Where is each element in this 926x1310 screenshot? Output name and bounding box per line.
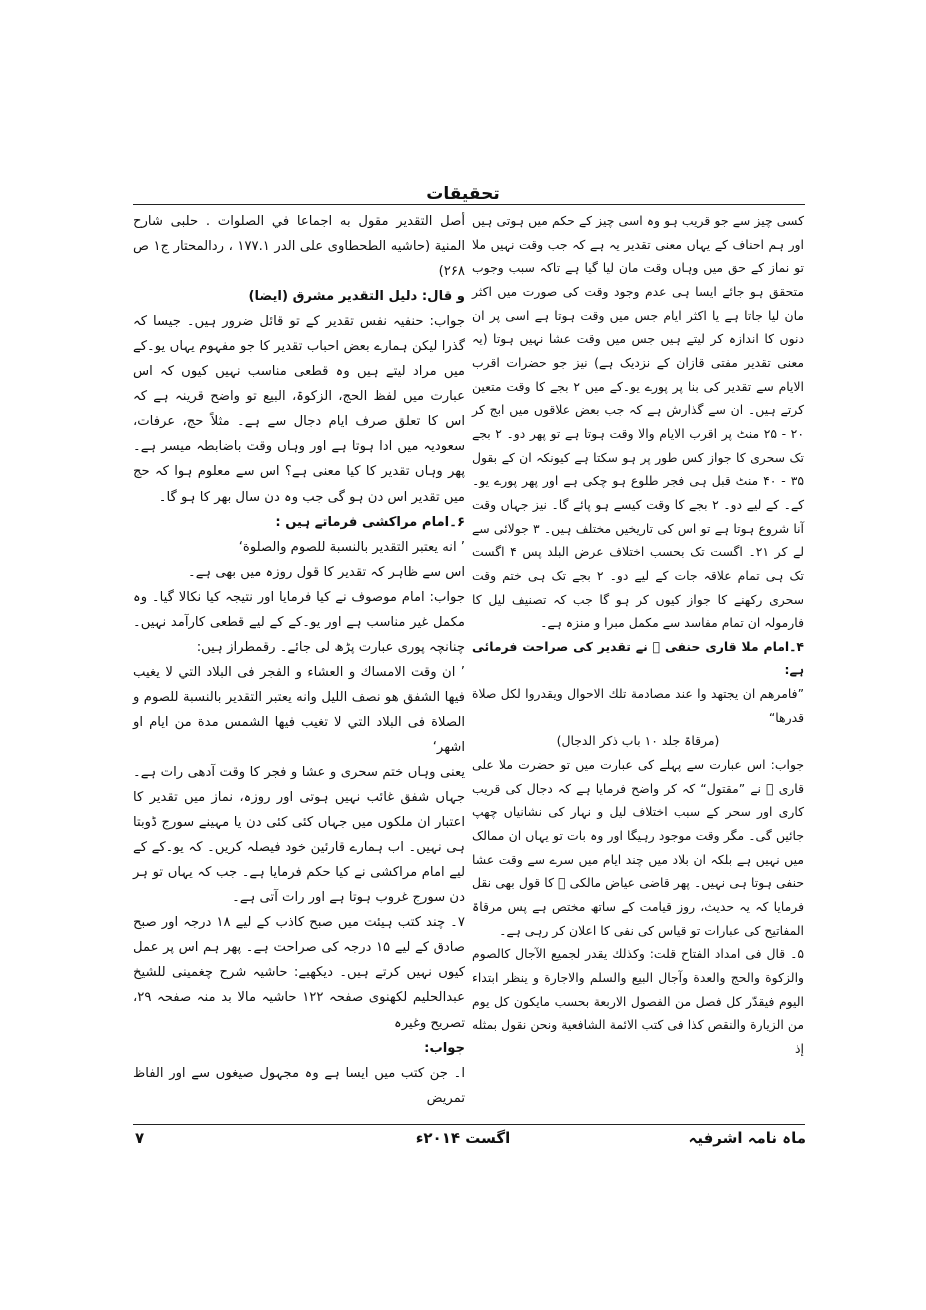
paragraph-heading: و قال: دلیل التقدیر مشرق (ایضا) [248,289,465,305]
paragraph-heading: ۴۔امام ملا قاری حنفی ﷫ نے تقدیر کی صراحت فرمائی ہے: [472,638,804,678]
arabic-quote: ”فامرهم ان يجتهد وا عند مصادمة تلك الاحوال ويقدروا لكل صلاة قدرها“ [472,686,804,725]
header-rule [133,204,805,205]
paragraph: اس سے ظاہر کہ تقدیر کا قول روزہ میں بھی ہے۔ [187,564,465,580]
paragraph: جواب: امام موصوف نے کیا فرمایا اور نتیجہ کیا نکالا گیا۔ وہ مکمل غیر مناسب ہے اور یو۔کے کے لیے قطعی کارآمد نہیں۔ چنانچہ پوری عبارت پڑھ لی جائے۔ رقمطراز ہیں: [133,589,465,655]
arabic-quote: ’ انه يعتبر التقدير بالنسبة للصوم والصلوة‘ [238,539,465,555]
issue-date: اگست ۲۰۱۴ء [415,1129,511,1147]
arabic-quote: ’ ان وقت الامساك و العشاء و الفجر فی البلاد التي لا يغيب فيها الشفق هو نصف الليل وانه يعتبر التقدير بالنسبة للصوم و الصلاة فی البلاد التي لا تغيب فيها الشمس مدة من ايام او اشهر‘ [133,664,465,755]
page-title: تحقیقات [426,184,500,204]
paragraph: ۵۔ قال فی امداد الفتاح قلت: وكذلك يقدر لجميع الآجال كالصوم والزكوة والحج والعدة وآجال البيع والسلم والاجارة و ينظر ابتداء اليوم فيقدّر كل فصل من الفصول الاربعة بحسب مايكون كل يوم من الزيارة والنقص كذا فی كتب الائمة الشافعية ونحن نقول بمثله إذ [472,946,804,1056]
paragraph: جواب: حنفیہ نفس تقدیر کے تو قائل ضرور ہیں۔ جیسا کہ گذرا لیکن ہمارے بعض احباب تقدیر کا جو مفہوم یہاں یو۔کے میں مراد لیتے ہیں وہ قطعی مناسب نہیں کیوں کہ اس عبارت میں لفظ الحج، الزکوۃ، البیع تو واضح قرینہ ہے کہ اس کا تعلق صرف ایام دجال سے ہے۔ مثلاً حج، عرفات، سعودیہ میں ادا ہوتا ہے اور وہاں وقت باضابطہ میسر ہے۔ پھر وہاں تقدیر کا کیا معنی ہے؟ اس سے معلوم ہوا کہ حج میں تقدیر اس دن ہو گی جب وہ دن سال بھر کا ہو گا۔ [133,314,465,505]
paragraph-heading: جواب: [424,1040,465,1056]
paragraph: یعنی وہاں ختم سحری و عشا و فجر کا وقت آدھی رات ہے۔ جہاں شفق غائب نہیں ہوتی اور روزہ، نماز میں تقدیر کا اعتبار ان ملکوں میں جہاں کئی کئی دن یا مہینے سورج ڈوبتا ہی نہیں۔ اب ہمارے قارئین خود فیصلہ کریں۔ کہ یو۔کے کے لیے امام مراکشی نے کیا حکم فرمایا ہے۔ جب کہ یہاں تو ہر دن سورج غروب ہوتا ہے اور رات آتی ہے۔ [133,765,465,906]
magazine-name: ماہ نامہ اشرفیہ [688,1129,806,1147]
paragraph: ا۔ جن کتب میں ایسا ہے وہ مجہول صیغوں سے اور الفاظ تمریض [133,1065,465,1106]
page-number: ۷ [135,1129,145,1147]
footer-rule [133,1124,805,1125]
paragraph: ۷۔ چند کتب ہیئت میں صبح کاذب کے لیے ۱۸ درجہ اور صبح صادق کے لیے ۱۵ درجہ کی صراحت ہے۔ پھر ہم اس پر عمل کیوں نہیں کرتے ہیں۔ دیکھیے: حاشیہ شرح چغمینی للشیخ عبدالحلیم لکھنوی صفحہ ۱۲۲ حاشیہ مالا بد منہ صفحہ ۲۹، تصریح وغیرہ [133,915,465,1031]
paragraph: کسی چیز سے جو قریب ہو وہ اسی چیز کے حکم میں ہوتی ہیں اور ہم احناف کے یہاں معنی تقدیر یہ ہے کہ جب وقت نہیں ملا تو نماز کے حق میں وہاں وقت مان لیا گیا ہے تاکہ سبب وجوب متحقق ہو جائے ایسا ہی عدم وجود وقت کی صورت میں اکثر مان لیا جاتا ہے یا اکثر ایام جس میں وقت ہوتا ہے اسی پر ان دنوں کا اندازہ کر لیتے ہیں جس میں وقت عشا نہیں ہوتا (یہ معنی تقدیر مفتی قازان کے نزدیک ہے) نیز جو حضرات اقرب الایام سے تقدیر کی بنا پر پورے یو۔کے میں ۲ بجے کا وقت متعین کرتے ہیں۔ ان سے گذارش ہے کہ جب بعض علاقوں میں ابج کر ۲۰ - ۲۵ منٹ پر اقرب الایام والا وقت ہوتا ہے تو پھر دو۔ ۲ بجے تک سحری کا جواز کس طور پر ہو سکتا ہے کیونکہ ان کے بقول ۳۵ - ۴۰ منٹ قبل ہی فجر طلوع ہو چکی ہے اور پھر پورے یو۔کے۔ کے لیے دو۔ ۲ بجے کا وقت کیسے ہو پائے گا۔ نیز جہاں وقت آنا شروع ہوتا ہے تو اس کی تاریخیں مختلف ہیں۔ ۳ جولائی سے لے کر ۲۱۔ اگست تک بحسب اختلاف عرض البلد پس ۴ اگست تک ہی تمام علاقہ جات کے لیے دو۔ ۲ بجے تک ہی ختم وقت سحری رکھنے کا جواز کیوں کر ہو گا جب کہ تصنیف لیل کا فارمولہ ان تمام مفاسد سے مکمل مبرا و منزہ ہے۔ [472,213,804,631]
right-column [472,209,804,1061]
paragraph-heading: ۶۔امام مراکشی فرماتے ہیں : [275,514,465,530]
citation: (مرقاۃ جلد ۱۰ باب ذکر الدجال) [556,733,720,749]
left-column [133,209,465,1111]
arabic-quote: أصل التقدير مقول به اجماعا في الصلوات . حلبی شارح المنية (حاشيه الطحطاوی علی الدر ۱۷۷.۱ ، ردالمحتار ج۱ ص ۲۶۸) [133,214,466,280]
paragraph: جواب: اس عبارت سے پہلے کی عبارت میں تو حضرت ملا علی قاری ﷫ نے ”مقتول“ کہ کر واضح فرمایا ہے کہ دجال کی قریب کاری اور سحر کے سبب اختلاف لیل و نہار کی نشانیاں چھپ جائیں گی۔ مگر وقت موجود رہیگا اور وہ بات تو یہاں ان ممالک میں نہیں ہے بلکہ ان بلاد میں چند ایام میں سرے سے وقت عشا حنفی ہوتا ہی نہیں۔ پھر قاضی عیاض مالکی ﷫ کا قول بھی نقل فرمایا کہ یہ حدیث، روز قیامت کے ساتھ مختص ہے پس مرقاۃ المفاتیح کی عبارات تو قیاس کی نفی کا اعلان کر رہی ہے۔ [472,757,804,938]
